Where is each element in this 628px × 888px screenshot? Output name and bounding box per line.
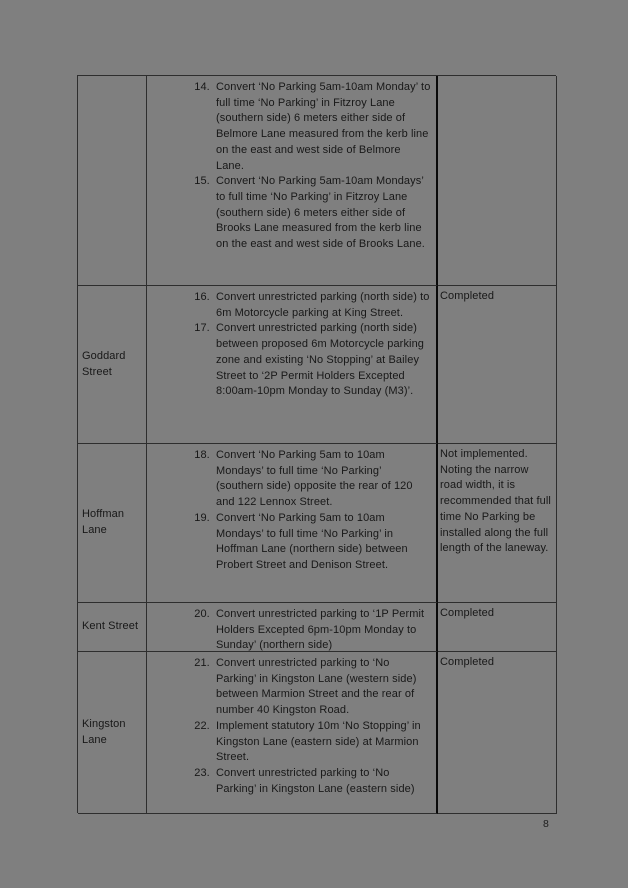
actions-cell-hoffman-lane <box>147 444 438 603</box>
action-item-23: 23. Convert unrestricted parking to ‘No Parking’ in Kingston Lane (eastern side) <box>213 766 431 797</box>
status-cell-empty <box>438 76 557 286</box>
status-cell-kingston-lane: Completed <box>438 652 557 814</box>
status-cell-kent-street: Completed <box>438 603 557 652</box>
actions-cell-goddard-street <box>147 286 438 444</box>
action-list <box>147 80 431 253</box>
parking-actions-table <box>77 75 556 813</box>
page-number: 8 <box>543 818 549 830</box>
street-cell-goddard-street <box>78 286 147 444</box>
street-label: Goddard Street <box>82 349 126 378</box>
actions-cell-kent-street <box>147 603 438 652</box>
status-cell-hoffman-lane: Not implemented. Noting the narrow road width, it is recommended that full time No Parking be installed along the full length of the laneway. <box>438 444 557 603</box>
action-item-17: 17. Convert unrestricted parking (north side) between proposed 6m Motorcycle parking zone and existing ‘No Stopping’ at Bailey Street to ‘2P Permit Holders Excepted 8:00am-10pm Monday to Sunday (M3)’. <box>213 321 431 400</box>
action-item-19: 19. Convert ‘No Parking 5am to 10am Mondays’ to full time ‘No Parking’ in Hoffman Lane (northern side) between Probert Street and Denison Street. <box>213 511 431 574</box>
actions-cell-fitzroy-lane <box>147 76 438 286</box>
action-item-14: 14. Convert ‘No Parking 5am-10am Monday’ to full time ‘No Parking’ in Fitzroy Lane (southern side) 6 meters either side of Belmore Lane measured from the kerb line on the east and west side of Belmore Lane. <box>213 80 431 174</box>
action-list <box>147 448 431 574</box>
street-cell-kingston-lane <box>78 652 147 814</box>
action-item-16: 16. Convert unrestricted parking (north side) to 6m Motorcycle parking at King Street. <box>213 290 431 321</box>
street-cell-kent-street <box>78 603 147 652</box>
action-item-15: 15. Convert ‘No Parking 5am-10am Mondays’ to full time ‘No Parking’ in Fitzroy Lane (southern side) 6 meters either side of Brooks Lane measured from the kerb line on the east and west side of Brooks Lane. <box>213 174 431 253</box>
action-list <box>147 656 431 797</box>
street-label: Kent Street <box>82 620 139 633</box>
action-item-22: 22. Implement statutory 10m ‘No Stopping’ in Kingston Lane (eastern side) at Marmion Street. <box>213 719 431 766</box>
action-item-20: 20. Convert unrestricted parking to ‘1P Permit Holders Excepted 6pm-10pm Monday to Sunday’ (northern side) <box>213 607 431 652</box>
street-cell-hoffman-lane <box>78 444 147 603</box>
action-item-18: 18. Convert ‘No Parking 5am to 10am Mondays’ to full time ‘No Parking’ (southern side) opposite the rear of 120 and 122 Lennox Street. <box>213 448 431 511</box>
actions-cell-kingston-lane <box>147 652 438 814</box>
action-list <box>147 607 431 652</box>
street-cell-empty <box>78 76 147 286</box>
street-label: Kingston Lane <box>82 717 126 746</box>
action-list <box>147 290 431 400</box>
street-label: Hoffman Lane <box>82 508 125 536</box>
action-item-21: 21. Convert unrestricted parking to ‘No Parking’ in Kingston Lane (western side) between Marmion Street and the rear of number 40 Kingston Road. <box>213 656 431 719</box>
status-cell-goddard-street: Completed <box>438 286 557 444</box>
